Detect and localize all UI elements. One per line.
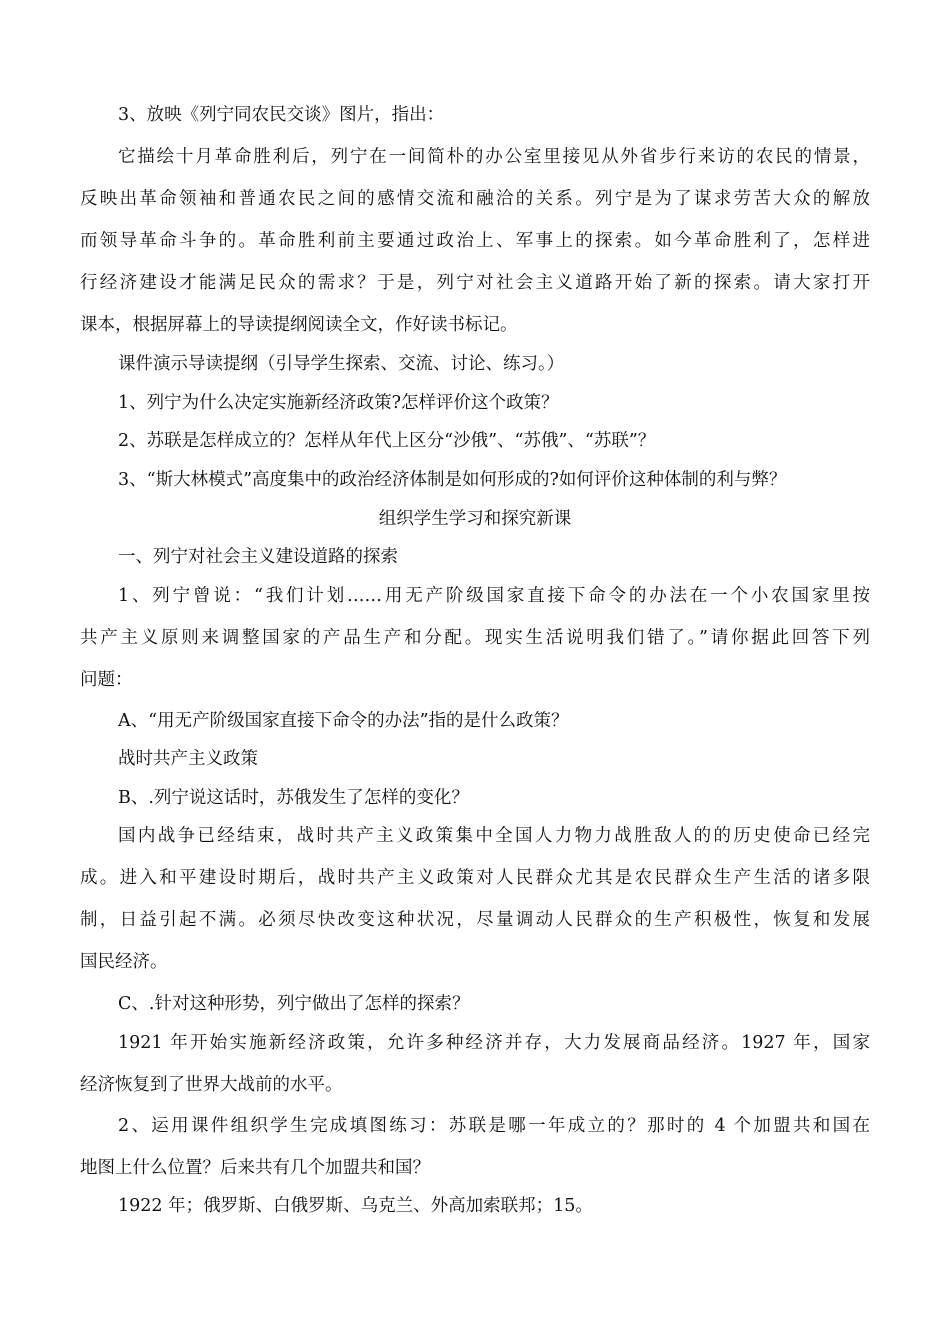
- paragraph-line: 行经济建设才能满足民众的需求？于是，列宁对社会主义道路开始了新的探索。请大家打开: [80, 273, 870, 293]
- answer-line: 1922 年；俄罗斯、白俄罗斯、乌克兰、外高加索联邦；15。: [118, 1196, 593, 1216]
- paragraph-line: 共产主义原则来调整国家的产品生产和分配。现实生活说明我们错了。”请你据此回答下列: [80, 628, 870, 648]
- outline-item: 1、列宁为什么决定实施新经济政策?怎样评价这个政策？: [118, 393, 559, 413]
- paragraph-line: 3、放映《列宁同农民交谈》图片，指出：: [118, 105, 445, 125]
- outline-item: 2、苏联是怎样成立的？怎样从年代上区分“沙俄”、“苏俄”、“苏联”？: [118, 431, 656, 451]
- answer-line: 战时共产主义政策: [118, 749, 258, 769]
- paragraph-line: 1、列宁曾说：“我们计划……用无产阶级国家直接下命令的办法在一个小农国家里按: [118, 586, 870, 606]
- paragraph-line: 而领导革命斗争的。革命胜利前主要通过政治上、军事上的探索。如今革命胜利了，怎样进: [80, 231, 870, 251]
- answer-line: 制，日益引起不满。必须尽快改变这种状况，尽量调动人民群众的生产积极性，恢复和发展: [80, 910, 870, 930]
- paragraph-line: 2、运用课件组织学生完成填图练习：苏联是哪一年成立的？那时的 4 个加盟共和国在: [118, 1116, 870, 1136]
- answer-line: 1921 年开始实施新经济政策，允许多种经济并存，大力发展商品经济。1927 年，国家: [118, 1033, 870, 1053]
- paragraph-line: 它描绘十月革命胜利后，列宁在一间简朴的办公室里接见从外省步行来访的农民的情景，: [118, 147, 870, 167]
- answer-line: 成。进入和平建设时期后，战时共产主义政策对人民群众尤其是农民群众生产生活的诸多限: [80, 868, 870, 888]
- section-subheading: 一、列宁对社会主义建设道路的探索: [118, 547, 398, 567]
- paragraph-line: 反映出革命领袖和普通农民之间的感情交流和融洽的关系。列宁是为了谋求劳苦大众的解放: [80, 189, 870, 209]
- paragraph-line: 课件演示导读提纲（引导学生探索、交流、讨论、练习。）: [118, 354, 565, 374]
- question-line: C、.针对这种形势，列宁做出了怎样的探索？: [118, 994, 470, 1014]
- paragraph-line: 地图上什么位置？后来共有几个加盟共和国？: [80, 1158, 430, 1178]
- question-line: A、“用无产阶级国家直接下命令的办法”指的是什么政策？: [118, 711, 569, 731]
- answer-line: 国民经济。: [80, 952, 168, 972]
- answer-line: 经济恢复到了世界大战前的水平。: [80, 1075, 343, 1095]
- paragraph-line: 问题：: [80, 670, 133, 690]
- section-heading: 组织学生学习和探究新课: [378, 509, 572, 529]
- outline-item: 3、“斯大林模式”高度集中的政治经济体制是如何形成的?如何评价这种体制的利与弊？: [118, 470, 787, 490]
- question-line: B、.列宁说这话时，苏俄发生了怎样的变化？: [118, 788, 469, 808]
- answer-line: 国内战争已经结束，战时共产主义政策集中全国人力物力战胜敌人的的历史使命已经完: [118, 826, 870, 846]
- paragraph-line: 课本，根据屏幕上的导读提纲阅读全文，作好读书标记。: [80, 315, 518, 335]
